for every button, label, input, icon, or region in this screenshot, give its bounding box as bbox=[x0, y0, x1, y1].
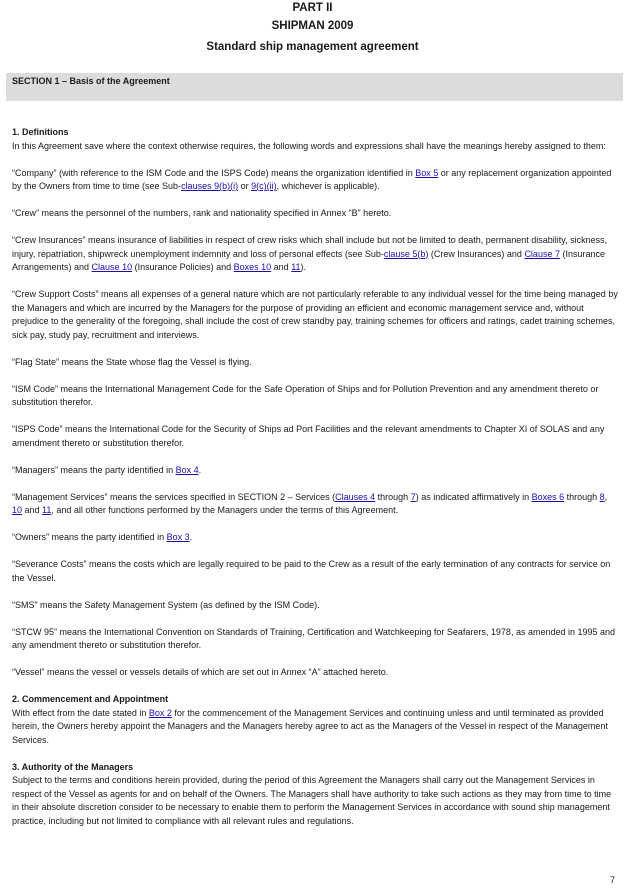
clause-7-link[interactable]: Clause 7 bbox=[524, 248, 560, 259]
definition-flag-state: “Flag State” means the State whose flag the Vessel is flying. bbox=[12, 356, 252, 367]
boxes-10-link[interactable]: Boxes 10 bbox=[233, 262, 272, 272]
box-10-link[interactable]: 10 bbox=[12, 505, 23, 515]
box-8-link[interactable]: 8 bbox=[599, 491, 605, 502]
clause-9bi-link[interactable]: clauses 9(b)(i) bbox=[181, 181, 239, 191]
definition-owners: “Owners” means the party identified in Box 3. bbox=[12, 532, 193, 542]
definition-sms: “SMS” means the Safety Management System (as defined by the ISM Code). bbox=[12, 599, 320, 610]
definitions-intro: In this Agreement save where the context otherwise requires, the following words and expressions shall have the meanings hereby assigned to them: bbox=[12, 140, 606, 151]
definition-vessel: “Vessel” means the vessel or vessels details of which are set out in Annex “A” attached hereto. bbox=[12, 667, 389, 677]
definitions-heading: 1. Definitions bbox=[12, 127, 69, 137]
definition-crew: “Crew” means the personnel of the numbers, rank and nationality specified in Annex “B” hereto. bbox=[12, 208, 392, 218]
page-number: 7 bbox=[609, 875, 615, 885]
part-label: PART II bbox=[292, 2, 333, 14]
box-11-link[interactable]: 11 bbox=[42, 505, 52, 515]
definition-ism-code: “ISM Code” means the International Management Code for the Safe Operation of Ships and for Pollution Prevention and any amendment thereto or substitution therefor. bbox=[12, 383, 599, 407]
document-body bbox=[12, 126, 618, 842]
clauses-4-link[interactable]: Clauses 4 bbox=[335, 491, 376, 502]
clause-5b-link[interactable]: clause 5(b) bbox=[383, 248, 429, 259]
clause-7-link[interactable]: 7 bbox=[410, 491, 416, 502]
definition-stcw95: “STCW 95” means the International Convention on Standards of Training, Certification and Watchkeeping for Seafarers, 1978, as amended in 1995 and any amendment thereto or substitution therefor. bbox=[12, 626, 616, 650]
box-5-link[interactable]: Box 5 bbox=[415, 167, 439, 178]
definition-managers: “Managers” means the party identified in Box 4. bbox=[12, 464, 202, 475]
document-title: Standard ship management agreement bbox=[206, 41, 419, 53]
definition-crew-insurances: “Crew Insurances” means insurance of liabilities in respect of crew risks which shall include but not be limited to death, permanent disability, sickness, injury, repatriation, shipwreck unemployment indemnity and loss of personal effects (see Sub-clause 5(b) (Crew Insurances) and Clause 7 (Insurance Arrangements) and Clause 10 (Insurance Policies) and Boxes 10 and 11). bbox=[12, 235, 608, 272]
section-heading-band bbox=[6, 73, 623, 101]
definition-company: “Company” (with reference to the ISM Code and the ISPS Code) means the organization identified in Box 5 or any replacement organization appointed by the Owners from time to time (see Sub-clauses 9(b)(i) or 9(c)(ii), whichever is applicable). bbox=[12, 167, 612, 191]
boxes-6-link[interactable]: Boxes 6 bbox=[531, 491, 565, 502]
box-11-link[interactable]: 11 bbox=[291, 262, 301, 272]
authority-text: Subject to the terms and conditions herein provided, during the period of this Agreement the Managers shall carry out the Management Services in respect of the Vessel as agents for and on behalf of the Owners. The Managers shall have authority to take such actions as they may from time to time in their absolute discretion consider to be necessary to enable them to perform the Management Services in accordance with sound ship management practice, including but not limited to compliance with all relevant rules and regulations. bbox=[12, 775, 612, 826]
clause-10-link[interactable]: Clause 10 bbox=[91, 262, 133, 272]
box-2-link[interactable]: Box 2 bbox=[148, 707, 172, 718]
commencement-text: With effect from the date stated in Box 2 for the commencement of the Management Services and continuing unless and until terminated as provided herein, the Owners hereby appoint the Managers and the Managers hereby agree to act as the Managers of the Vessel in respect of the Management Services. bbox=[12, 707, 608, 745]
definition-crew-support-costs: “Crew Support Costs” means all expenses of a general nature which are not particularly referable to any individual vessel for the time being managed by the Managers and which are incurred by the Managers for the purpose of providing an efficient and economic management service and, without prejudice to the generality of the foregoing, shall include the cost of crew standby pay, training schemes for officers and ratings, cadet training schemes, sick pay, study pay, recruitment and interviews. bbox=[12, 289, 618, 340]
commencement-heading: 2. Commencement and Appointment bbox=[12, 694, 169, 704]
section-heading: SECTION 1 – Basis of the Agreement bbox=[12, 76, 170, 86]
clause-9cii-link[interactable]: 9(c)(ii) bbox=[251, 181, 277, 191]
box-3-link[interactable]: Box 3 bbox=[166, 532, 190, 542]
definition-management-services: “Management Services” means the services specified in SECTION 2 – Services (Clauses 4 through 7) as indicated affirmatively in Boxes 6 through 8, 10 and 11, and all other functions performed by the Managers under the terms of this Agreement. bbox=[12, 491, 608, 515]
definition-severance-costs: “Severance Costs” means the costs which are legally required to be paid to the Crew as a result of the early termination of any contracts for service on the Vessel. bbox=[12, 559, 611, 583]
box-4-link[interactable]: Box 4 bbox=[175, 464, 199, 475]
definition-isps-code: “ISPS Code” means the International Code for the Security of Ships ad Port Facilities and the relevant amendments to Chapter XI of SOLAS and any amendment thereto or substitution therefor. bbox=[12, 424, 605, 448]
authority-heading: 3. Authority of the Managers bbox=[12, 761, 134, 772]
form-name: SHIPMAN 2009 bbox=[271, 20, 354, 32]
